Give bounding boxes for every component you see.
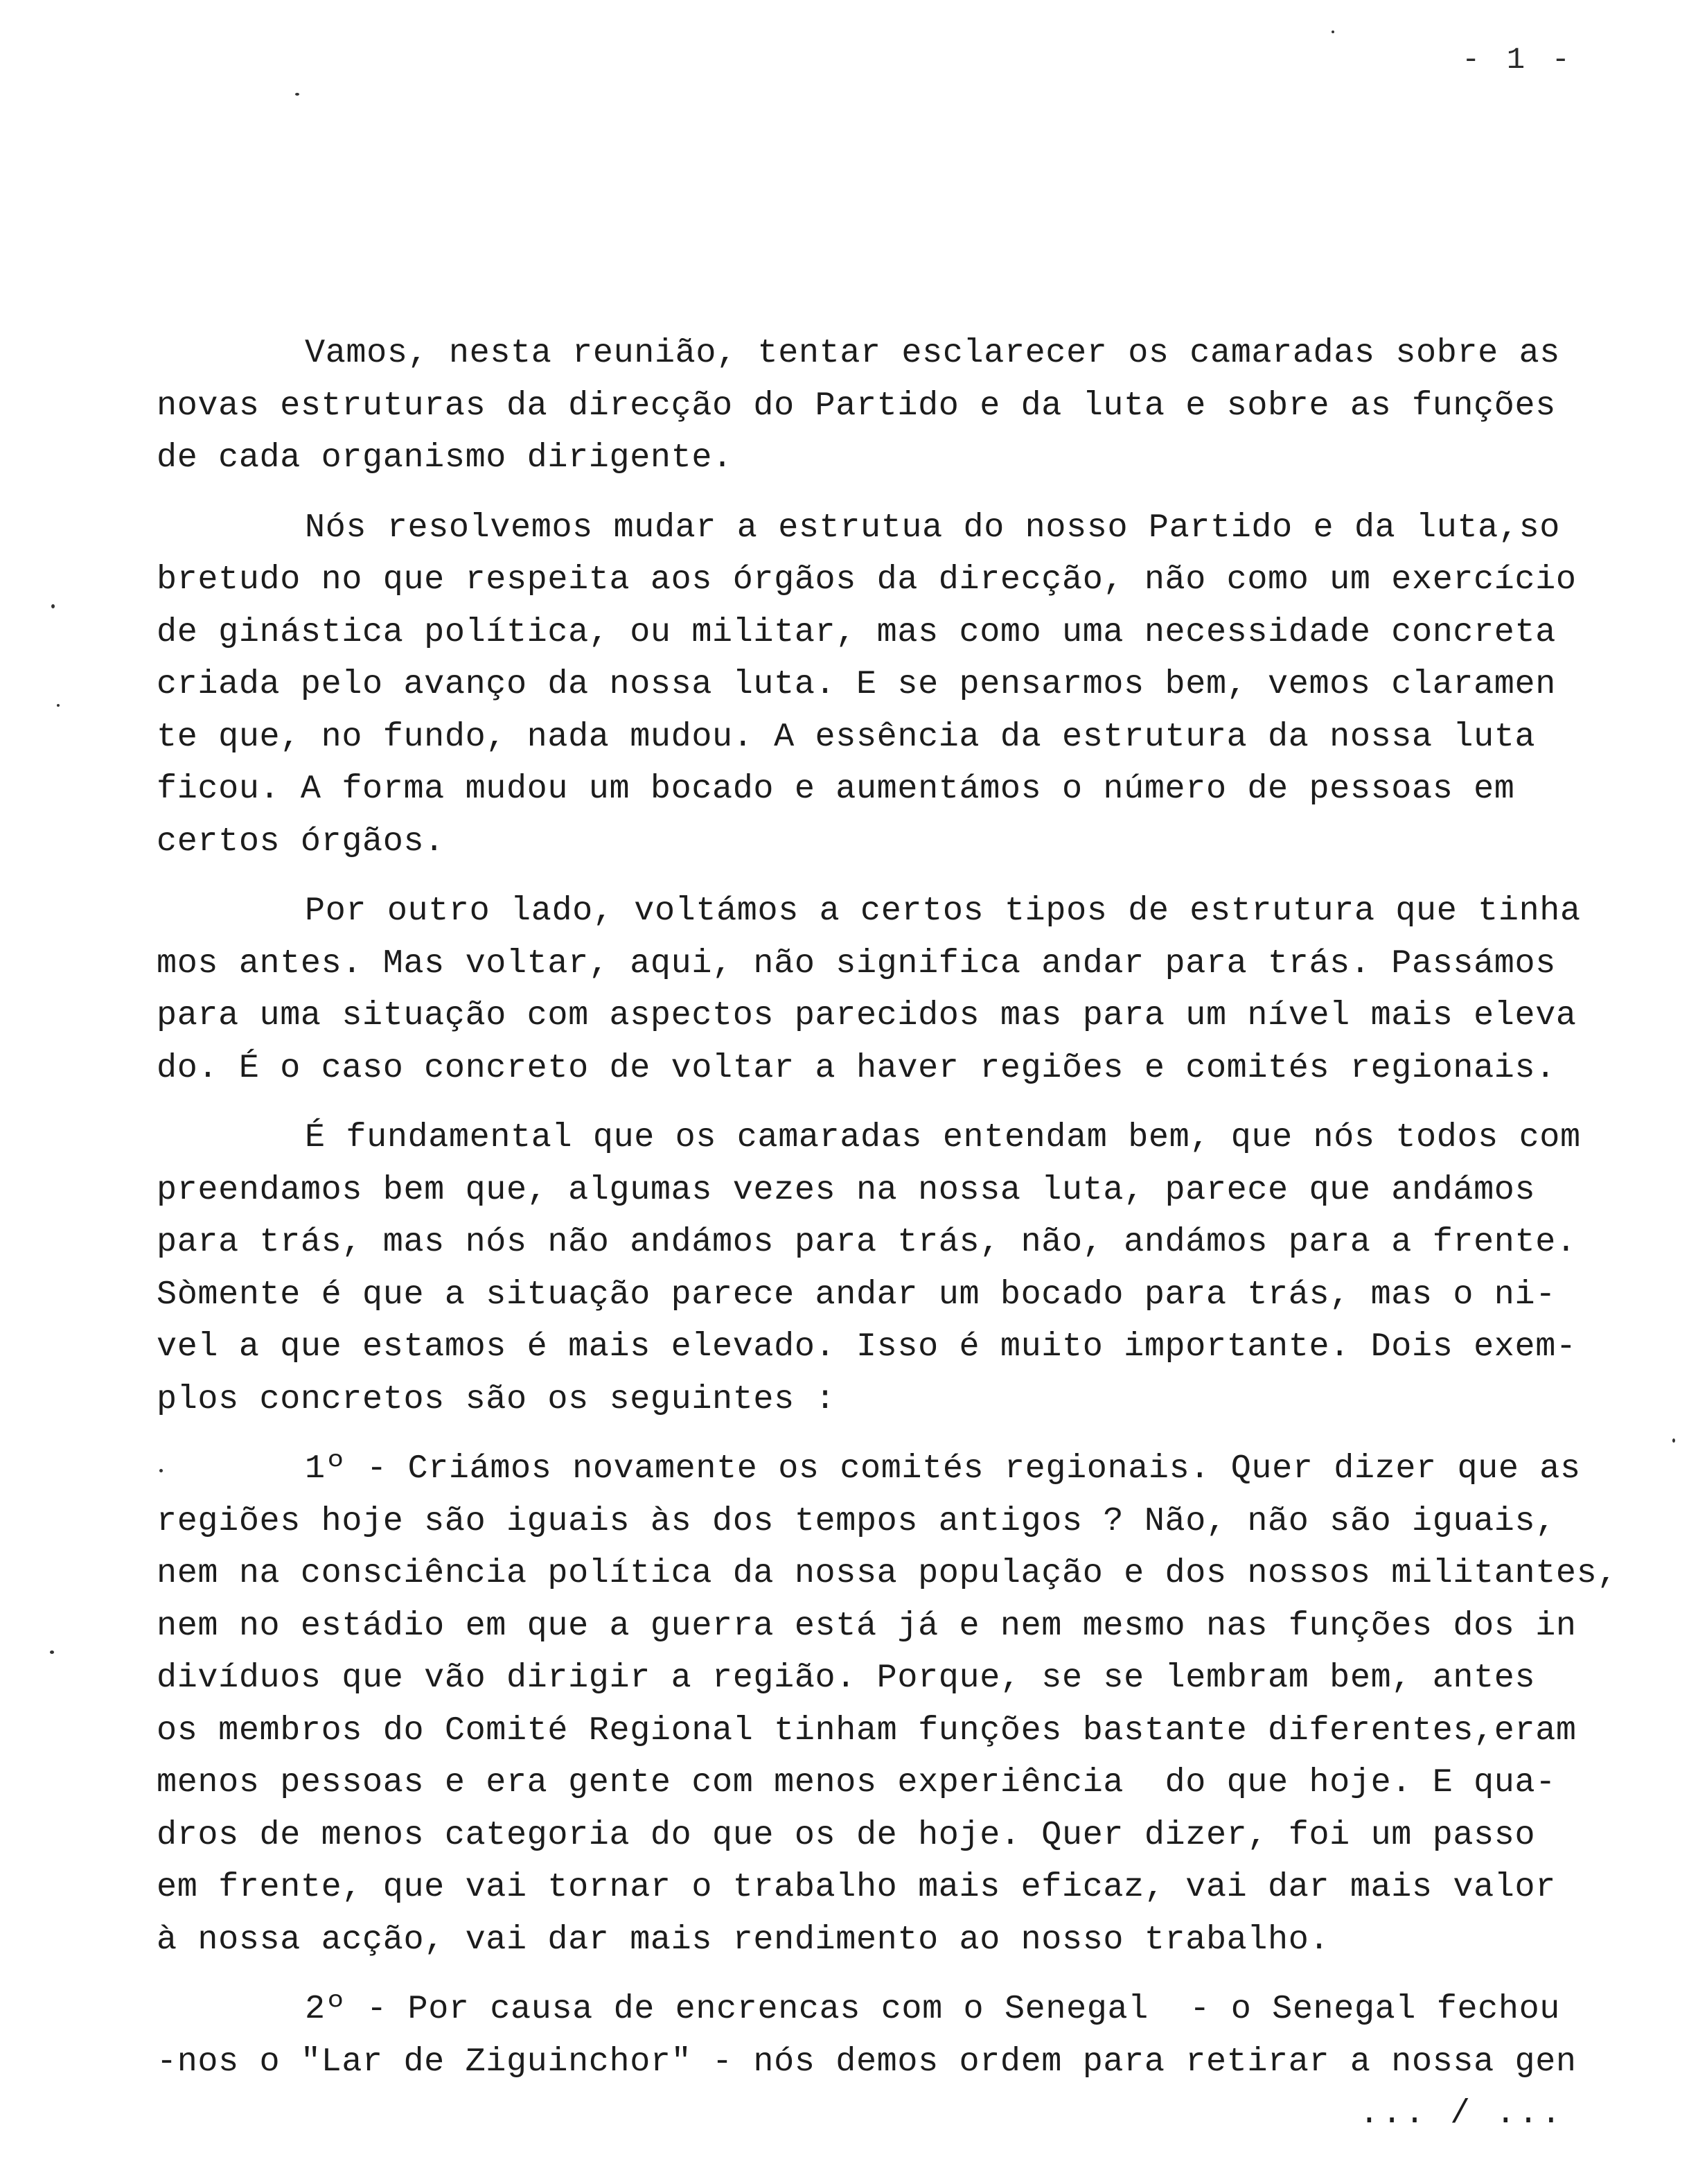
text-line: vel a que estamos é mais elevado. Isso é muito importante. Dois exem- <box>157 1328 1577 1366</box>
scan-speck <box>1672 1438 1675 1443</box>
paragraph-gap <box>157 1425 1632 1443</box>
text-line: para trás, mas nós não andámos para trás, não, andámos para a frente. <box>157 1223 1577 1261</box>
paragraph-gap <box>157 868 1632 885</box>
paragraph-gap <box>157 1094 1632 1111</box>
text-line: menos pessoas e era gente com menos experiência do que hoje. E qua- <box>157 1763 1556 1802</box>
text-line: preendamos bem que, algumas vezes na nossa luta, parece que andámos <box>157 1170 1536 1209</box>
text-line: -nos o "Lar de Ziguinchor" - nós demos ordem para retirar a nossa gen <box>157 2042 1577 2081</box>
scan-speck <box>50 1650 54 1654</box>
text-line: Nós resolvemos mudar a estrutua do nosso Partido e da luta,so <box>305 508 1560 547</box>
text-line: novas estruturas da direcção do Partido e da luta e sobre as funções <box>157 386 1556 425</box>
text-line: 2º - Por causa de encrencas com o Senegal - o Senegal fechou <box>305 1990 1560 2028</box>
text-line: criada pelo avanço da nossa luta. E se pensarmos bem, vemos claramen <box>157 665 1556 703</box>
text-line: É fundamental que os camaradas entendam bem, que nós todos com <box>305 1118 1581 1156</box>
text-line: à nossa acção, vai dar mais rendimento ao nosso trabalho. <box>157 1920 1330 1959</box>
text-line: Vamos, nesta reunião, tentar esclarecer os camaradas sobre as <box>305 334 1560 372</box>
scan-speck <box>295 93 299 96</box>
text-line: plos concretos são os seguintes : <box>157 1380 836 1418</box>
paragraph-gap <box>157 1966 1632 1983</box>
text-line: 1º - Criámos novamente os comités regionais. Quer dizer que as <box>305 1450 1581 1488</box>
paragraph-6 <box>157 1983 1632 2088</box>
paragraph-4 <box>157 1111 1632 1425</box>
text-line: certos órgãos. <box>157 822 445 861</box>
text-line: Sòmente é que a situação parece andar um bocado para trás, mas o ni- <box>157 1275 1556 1314</box>
document-body <box>157 327 1632 2088</box>
paragraph-gap <box>157 484 1632 502</box>
text-line: em frente, que vai tornar o trabalho mais eficaz, vai dar mais valor <box>157 1868 1556 1906</box>
text-line: bretudo no que respeita aos órgãos da direcção, não como um exercício <box>157 561 1577 599</box>
text-line: de ginástica política, ou militar, mas como uma necessidade concreta <box>157 613 1556 651</box>
scan-speck <box>57 704 60 707</box>
text-line: Por outro lado, voltámos a certos tipos de estrutura que tinha <box>305 892 1581 930</box>
text-line: nem no estádio em que a guerra está já e nem mesmo nas funções dos in <box>157 1606 1577 1645</box>
scan-speck <box>1332 30 1334 33</box>
text-line: ficou. A forma mudou um bocado e aumentámos o número de pessoas em <box>157 770 1515 808</box>
paragraph-5 <box>157 1443 1632 1966</box>
text-line: de cada organismo dirigente. <box>157 439 733 477</box>
text-line: divíduos que vão dirigir a região. Porque, se se lembram bem, antes <box>157 1659 1536 1697</box>
paragraph-2 <box>157 502 1632 868</box>
scan-speck <box>51 604 55 608</box>
text-line: nem na consciência política da nossa população e dos nossos militantes, <box>157 1554 1618 1592</box>
text-line: para uma situação com aspectos parecidos mas para um nível mais eleva <box>157 996 1577 1034</box>
text-line: os membros do Comité Regional tinham funções bastante diferentes,eram <box>157 1711 1577 1750</box>
text-line: regiões hoje são iguais às dos tempos antigos ? Não, não são iguais, <box>157 1502 1556 1540</box>
text-line: do. É o caso concreto de voltar a haver regiões e comités regionais. <box>157 1048 1556 1087</box>
paragraph-3 <box>157 885 1632 1094</box>
text-line: mos antes. Mas voltar, aqui, não significa andar para trás. Passámos <box>157 944 1556 983</box>
page-number: - 1 - <box>1462 43 1575 78</box>
text-line: dros de menos categoria do que os de hoje. Quer dizer, foi um passo <box>157 1815 1536 1854</box>
paragraph-1 <box>157 327 1632 484</box>
continuation-mark: ... / ... <box>1359 2095 1564 2133</box>
text-line: te que, no fundo, nada mudou. A essência da estrutura da nossa luta <box>157 717 1536 756</box>
